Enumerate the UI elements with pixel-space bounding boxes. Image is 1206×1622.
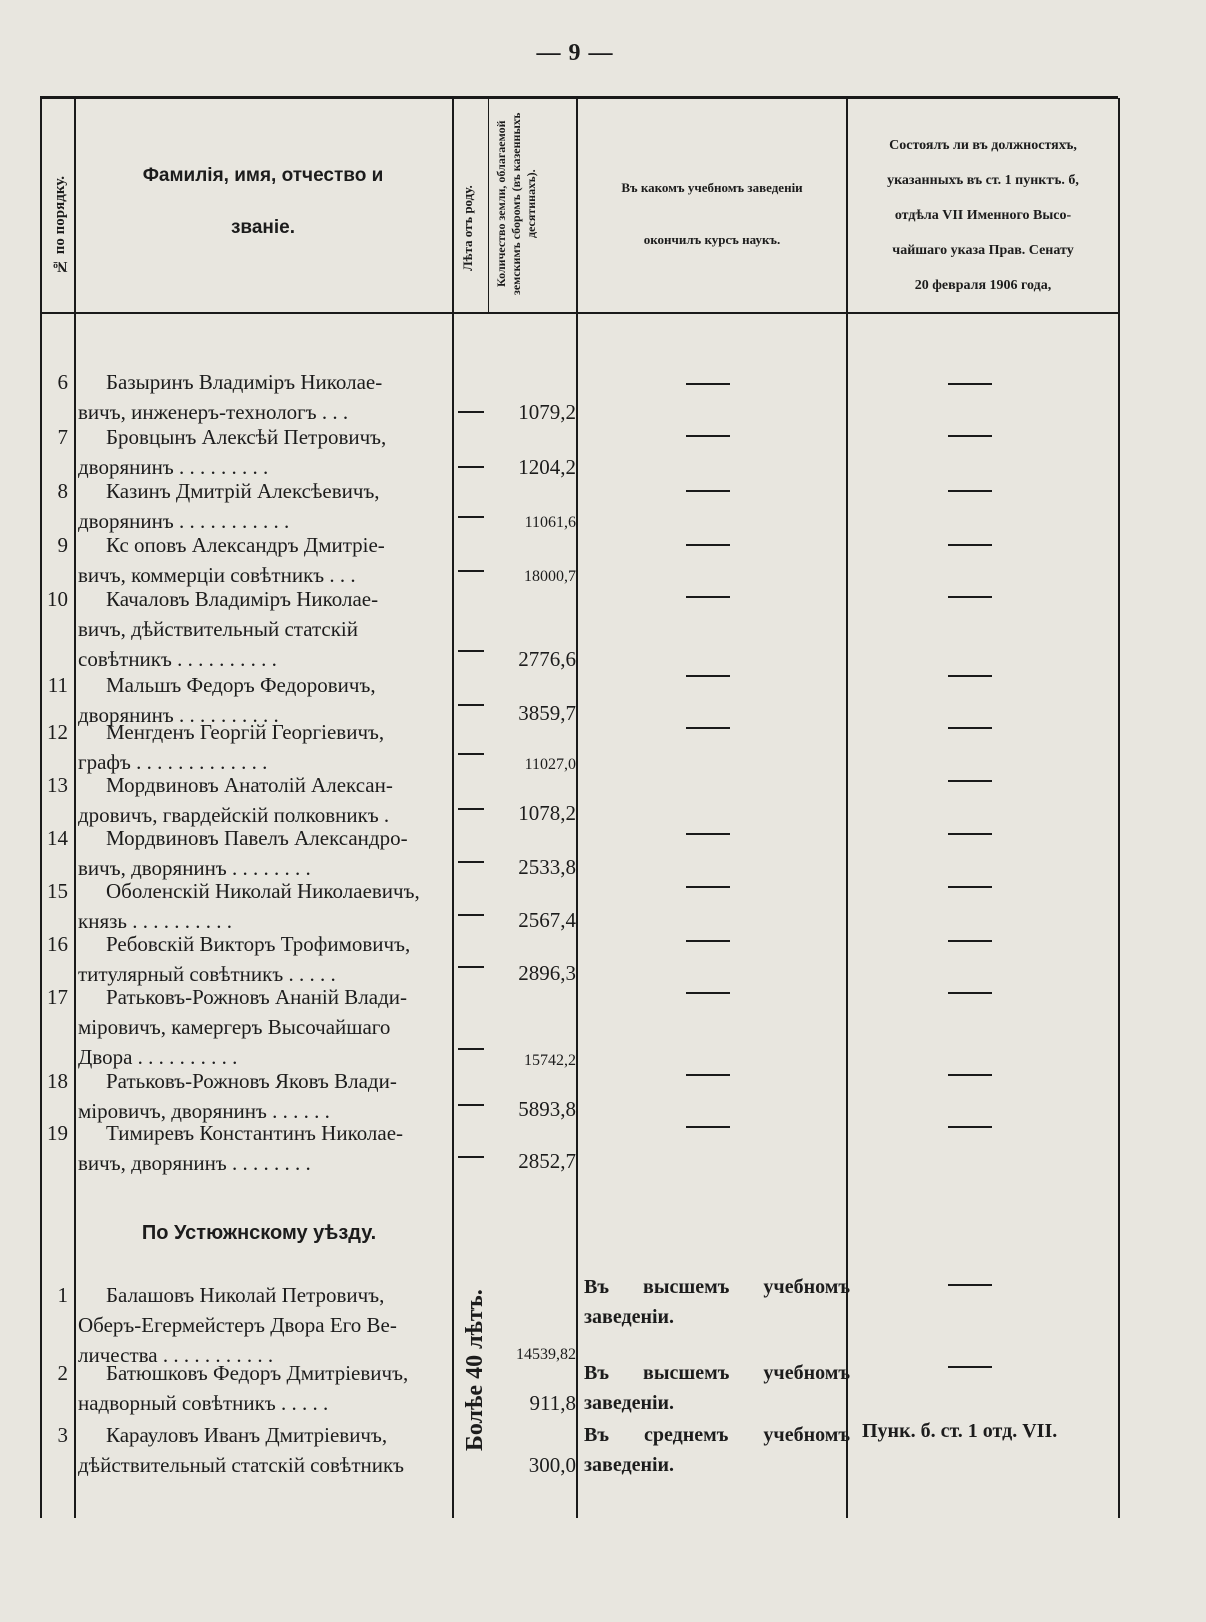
education-dash [686,675,730,677]
row-name: Менгденъ Георгій Георгіевичъ, [106,720,385,744]
age-dash [458,861,484,863]
row-education [584,1272,850,1332]
row-name: Базыринъ Владиміръ Николае- [106,370,383,394]
row-name: Мальшъ Федоръ Федоровичъ, [106,673,376,697]
section-title: По Устюжнскому уѣзду. [141,1222,377,1244]
education-dash [686,1126,730,1128]
age-dash [458,1048,484,1050]
row-name: Батюшковъ Федоръ Дмитріевичъ, [106,1361,409,1385]
row-number: 19 [47,1121,68,1145]
office-dash [948,886,992,888]
education-dash [686,383,730,385]
col-rule-land [576,98,578,1518]
age-dash [458,808,484,810]
row-number: 13 [47,773,68,797]
row-name: совѣтникъ . . . . . . . . . . [78,647,277,671]
row-land: 2533,8 [518,855,576,879]
top-rule [40,96,1118,99]
row-name: Карауловъ Иванъ Дмитріевичъ, [106,1423,388,1447]
row-number: 15 [47,879,68,903]
office-dash [948,1074,992,1076]
education-dash [686,490,730,492]
row-land: 14539,82 [516,1346,576,1363]
education-line: заведеніи. [584,1392,675,1414]
col-rule-no [74,98,76,1518]
header-number: № по порядку. [52,176,68,275]
office-dash [948,544,992,546]
age-dash [458,914,484,916]
row-name: міровичъ, дворянинъ . . . . . . [78,1099,330,1123]
header-age: Лѣта отъ роду. [460,185,475,271]
age-dash [458,570,484,572]
row-number: 9 [57,533,68,557]
row-education [584,1420,850,1480]
age-dash [458,753,484,755]
row-name: Балашовъ Николай Петровичъ, [106,1283,385,1307]
row-land: 5893,8 [518,1097,576,1121]
row-name: князь . . . . . . . . . . [78,909,232,933]
row-land: 11061,6 [524,514,576,531]
header-name-line1: Фамилія, имя, отчество и [142,165,384,186]
row-number: 2 [57,1361,68,1385]
education-dash [686,992,730,994]
page-number: — 9 — [536,40,614,66]
office-dash [948,1284,992,1286]
education-dash [686,544,730,546]
row-number: 10 [47,587,68,611]
col-rule-name [452,98,454,1518]
education-dash [686,940,730,942]
office-dash [948,675,992,677]
age-dash [458,650,484,652]
row-name: Ратьковъ-Рожновъ Ананій Влади- [106,985,407,1009]
education-dash [686,727,730,729]
age-dash [458,516,484,518]
row-name: вичъ, дѣйствительный статскій [78,617,359,641]
col-rule-right [1118,98,1120,1518]
office-dash [948,992,992,994]
office-dash [948,780,992,782]
header-education-line2: окончилъ курсъ наукъ. [643,232,781,247]
header-name [78,150,448,254]
header-rule [40,312,1118,314]
row-land: 1078,2 [518,801,576,825]
row-land: 1079,2 [518,400,576,424]
row-name: вичъ, дворянинъ . . . . . . . . [78,856,311,880]
education-line: заведеніи. [584,1306,675,1328]
age-dash [458,966,484,968]
row-name: Оболенскій Николай Николаевичъ, [106,879,420,903]
age-note: Болѣе 40 лѣтъ. [462,1289,488,1451]
office-dash [948,1126,992,1128]
row-name: Мордвиновъ Анатолій Алексан- [106,773,393,797]
education-dash [686,1074,730,1076]
row-name: дворянинъ . . . . . . . . . [78,455,269,479]
row-number: 3 [57,1423,68,1447]
header-education [580,162,844,266]
row-number: 16 [47,932,68,956]
row-land: 18000,7 [524,568,576,585]
education-line: заведеніи. [584,1454,675,1476]
education-line: Въ среднемъ учебномъ [584,1424,850,1446]
age-dash [458,411,484,413]
row-number: 7 [57,425,68,449]
header-education-line1: Въ какомъ учебномъ заведеніи [621,180,803,195]
row-name: Качаловъ Владиміръ Николае- [106,587,379,611]
row-land: 3859,7 [518,701,576,725]
header-land: Количество земли, облагаемой земскимъ сборомъ (въ казенныхъ десятинахъ). [494,112,538,296]
row-name: титулярный совѣтникъ . . . . . [78,962,336,986]
row-name: дворянинъ . . . . . . . . . . [78,703,279,727]
row-name: Мордвиновъ Павелъ Александро- [106,826,408,850]
office-dash [948,435,992,437]
row-education [584,1358,850,1418]
row-name: Бровцынъ Алексѣй Петровичъ, [106,425,387,449]
row-land: 11027,0 [524,756,576,773]
row-name: Кс оповъ Александръ Дмитріе- [106,533,385,557]
office-dash [948,383,992,385]
office-dash [948,1366,992,1368]
row-number: 12 [47,720,68,744]
header-name-line2: званіе. [230,217,296,238]
row-name: вичъ, коммерціи совѣтникъ . . . [78,563,356,587]
row-number: 17 [47,985,68,1009]
row-land: 2567,4 [518,908,576,932]
row-name: міровичъ, камергеръ Высочайшаго [78,1015,391,1039]
row-name: графъ . . . . . . . . . . . . . [78,750,268,774]
header-office-line: Состоялъ ли въ должностяхъ, [889,138,1077,153]
row-name: вичъ, инженеръ-технологъ . . . [78,400,349,424]
office-note: Пунк. б. ст. 1 отд. VII. [862,1420,1058,1442]
office-dash [948,596,992,598]
row-land: 2776,6 [518,647,576,671]
office-dash [948,727,992,729]
row-land: 300,0 [528,1453,576,1477]
age-dash [458,704,484,706]
header-office [850,128,1116,303]
age-dash [458,1156,484,1158]
row-name: вичъ, дворянинъ . . . . . . . . [78,1151,311,1175]
office-dash [948,833,992,835]
row-number: 1 [57,1283,68,1307]
row-name: Двора . . . . . . . . . . [78,1045,238,1069]
row-name: Тимиревъ Константинъ Николае- [106,1121,404,1145]
education-line: Въ высшемъ учебномъ [584,1362,850,1384]
row-name: надворный совѣтникъ . . . . . [78,1391,329,1415]
row-name: дѣйствительный статскій совѣтникъ [78,1453,405,1477]
education-dash [686,596,730,598]
age-dash [458,1104,484,1106]
row-land: 1204,2 [518,455,576,479]
education-line: Въ высшемъ учебномъ [584,1276,850,1298]
row-name: личества . . . . . . . . . . . [78,1343,274,1367]
row-number: 18 [47,1069,68,1093]
education-dash [686,833,730,835]
row-name: Ребовскій Викторъ Трофимовичъ, [106,932,411,956]
row-name: дровичъ, гвардейскій полковникъ . [78,803,390,827]
header-office-line: 20 февраля 1906 года, [914,278,1052,293]
row-number: 11 [47,673,68,697]
row-land: 911,8 [529,1391,576,1415]
row-land: 2896,3 [518,961,576,985]
row-name: Оберъ-Егермейстеръ Двора Его Ве- [78,1313,397,1337]
office-dash [948,490,992,492]
header-office-line: указанныхъ въ ст. 1 пунктъ. б, [887,173,1079,188]
office-dash [948,940,992,942]
row-number: 6 [57,370,68,394]
col-rule-age [488,98,489,314]
age-dash [458,466,484,468]
row-land: 2852,7 [518,1149,576,1173]
header-office-line: чайшаго указа Прав. Сенату [892,243,1074,258]
row-land: 15742,2 [524,1052,576,1069]
education-dash [686,435,730,437]
row-number: 8 [57,479,68,503]
row-number: 14 [47,826,68,850]
row-name: дворянинъ . . . . . . . . . . . [78,509,290,533]
education-dash [686,886,730,888]
row-name: Казинъ Дмитрій Алексѣевичъ, [106,479,380,503]
row-name: Ратьковъ-Рожновъ Яковъ Влади- [106,1069,397,1093]
header-office-line: отдѣла VII Именного Высо- [894,208,1072,223]
